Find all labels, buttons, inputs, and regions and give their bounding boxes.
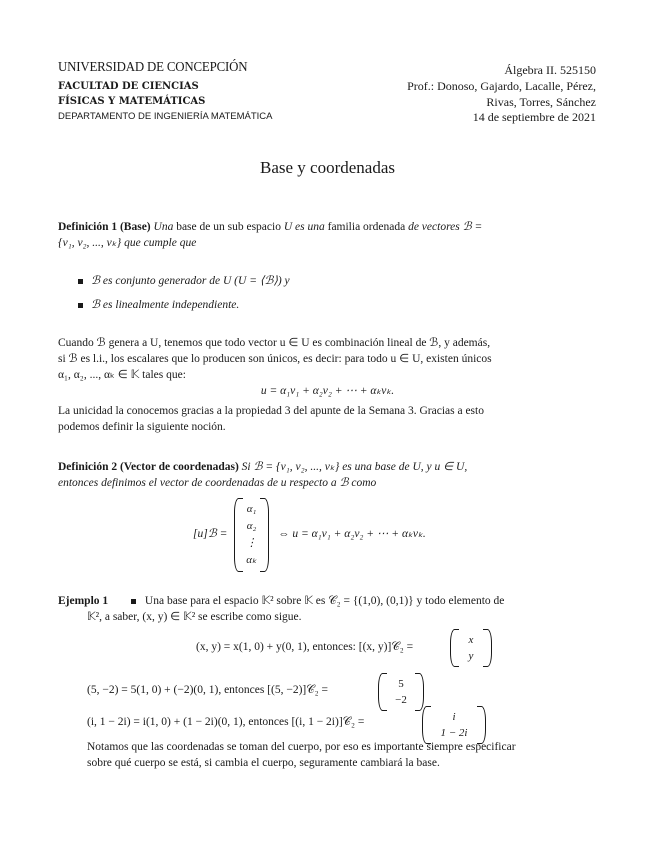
university-name: UNIVERSIDAD DE CONCEPCIÓN <box>58 60 248 75</box>
right-parenthesis <box>260 498 269 572</box>
bullet-icon <box>131 599 136 604</box>
example-eq-2-lhs: (5, −2) = 5(1, 0) + (−2)(0, 1), entonces [(5, −2)]𝒞₂ = <box>87 684 328 696</box>
example-1-line-2: 𝕂², a saber, (x, y) ∈ 𝕂² se escribe como sigue. <box>87 611 302 623</box>
definition-1-line-1: Definición 1 (Base) Una base de un sub espacio U es una familia ordenada de vectores ℬ = <box>58 221 483 233</box>
example-1-label: Ejemplo 1 <box>58 595 109 607</box>
paragraph-1-line-3: α₁, α₂, ..., αₖ ∈ 𝕂 tales que: <box>58 369 186 381</box>
example-eq-3-lhs: (i, 1 − 2i) = i(1, 0) + (1 − 2i)(0, 1), entonces [(i, 1 − 2i)]𝒞₂ = <box>87 716 365 728</box>
document-date: 14 de septiembre de 2021 <box>472 110 596 124</box>
definition-2-label: Definición 2 (Vector de coordenadas) <box>58 461 239 473</box>
example-note-line-2: sobre qué cuerpo se está, si cambia el cuerpo, seguramente cambiará la base. <box>87 757 440 769</box>
example-note-line-1: Notamos que las coordenadas se toman del cuerpo, por eso es importante siempre especificar <box>87 741 516 753</box>
example-1-line-1: Ejemplo 1 Una base para el espacio 𝕂² sobre 𝕂 es 𝒞₂ = {(1,0), (0,1)} y todo elemento de <box>58 595 505 607</box>
bullet-icon <box>78 279 83 284</box>
professors-line-2: Rivas, Torres, Sánchez <box>486 95 596 109</box>
example-eq-2-vector: 5 −2 <box>378 673 424 711</box>
professors-line-1: Prof.: Donoso, Gajardo, Lacalle, Pérez, <box>407 79 596 93</box>
example-eq-3-vector: i 1 − 2i <box>422 706 486 744</box>
paragraph-1-line-2: si ℬ es l.i., los escalares que lo producen son únicos, es decir: para todo u ∈ U, existen únicos <box>58 353 492 365</box>
definition-1-line-2: {v₁, v₂, ..., vₖ} que cumple que <box>58 237 197 249</box>
left-parenthesis <box>234 498 243 572</box>
faculty-line-2: FÍSICAS Y MATEMÁTICAS <box>58 96 206 107</box>
page-title: Base y coordenadas <box>259 158 395 177</box>
example-eq-1-lhs: (x, y) = x(1, 0) + y(0, 1), entonces: [(x, y)]𝒞₂ = <box>196 641 414 653</box>
definition-2-line-1: Definición 2 (Vector de coordenadas) Si ℬ = {v₁, v₂, ..., vₖ} es una base de U, y u ∈ U, <box>58 461 468 473</box>
definition-1-bullet-2: ℬ es linealmente independiente. <box>78 297 239 311</box>
bullet-icon <box>78 303 83 308</box>
coordinate-column-vector: α₁ α₂ ⋮ αₖ <box>234 498 269 572</box>
coordinate-vector-lhs: [u]ℬ = <box>193 528 228 540</box>
definition-1-label: Definición 1 (Base) <box>58 221 151 233</box>
course-code: Álgebra II. 525150 <box>504 63 596 77</box>
definition-1-bullet-1: ℬ es conjunto generador de U (U = ⟨ℬ⟩) y <box>78 273 290 287</box>
department-name: DEPARTAMENTO DE INGENIERÍA MATEMÁTICA <box>58 111 273 122</box>
example-eq-1-vector: x y <box>450 629 492 667</box>
coordinate-vector-rhs: ⇔ u = α₁v₁ + α₂v₂ + ⋯ + αₖvₖ. <box>278 528 426 540</box>
definition-2-line-2: entonces definimos el vector de coordenadas de u respecto a ℬ como <box>58 477 377 489</box>
paragraph-1-line-4: La unicidad la conocemos gracias a la propiedad 3 del apunte de la Semana 3. Gracias a esto <box>58 405 484 417</box>
linear-combination-equation: u = α₁v₁ + α₂v₂ + ⋯ + αₖvₖ. <box>260 385 395 397</box>
paragraph-1-line-1: Cuando ℬ genera a U, tenemos que todo vector u ∈ U es combinación lineal de ℬ, y además, <box>58 337 491 349</box>
faculty-line-1: FACULTAD DE CIENCIAS <box>58 81 199 92</box>
paragraph-1-line-5: podemos definir la siguiente noción. <box>58 421 226 433</box>
